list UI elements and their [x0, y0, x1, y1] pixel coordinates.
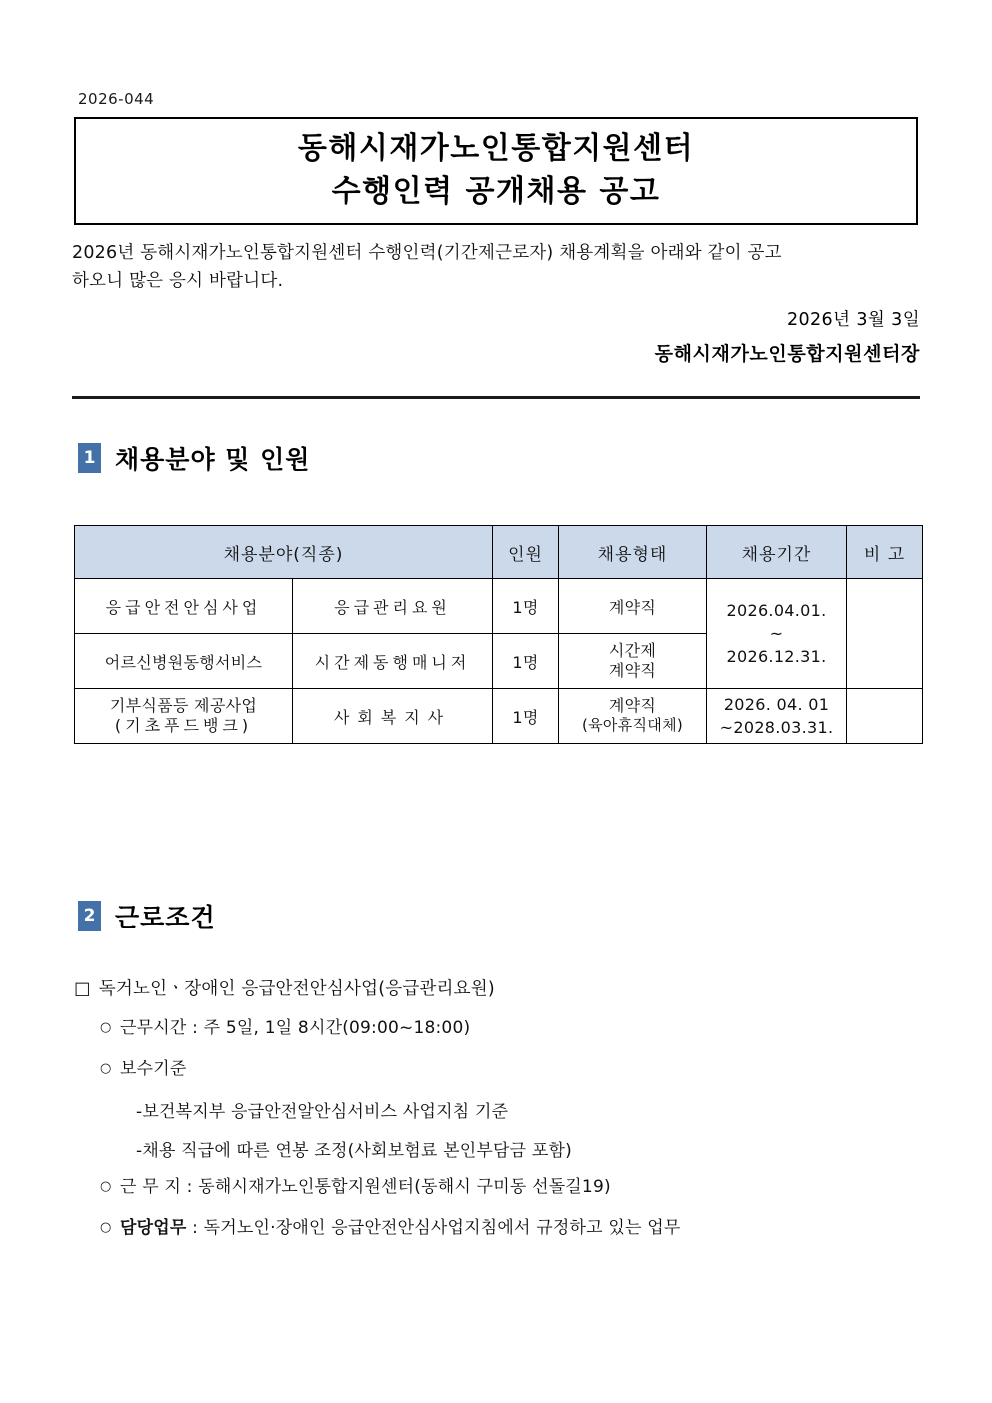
header-field: 채용분야(직종) — [75, 526, 493, 579]
row2-job-text: 시간제동행매니저 — [314, 652, 471, 672]
title-line-2: 수행인력 공개채용 공고 — [331, 174, 661, 209]
condition-work-hours: 근무시간 : 주 5일, 1일 8시간(09:00~18:00) — [120, 1018, 471, 1038]
signature-date: 2026년 3월 3일 — [786, 310, 920, 330]
list-item — [74, 1175, 924, 1201]
row1-note — [847, 579, 923, 689]
condition-duties-text: : 독거노인·장애인 응급안전안심사업지침에서 규정하고 있는 업무 — [186, 1217, 681, 1238]
title-box — [74, 117, 918, 225]
row1-period-start: 2026.04.01. — [726, 600, 827, 620]
section-title-1: 채용분야 및 인원 — [115, 445, 311, 474]
recruitment-table — [74, 525, 923, 744]
condition-work-place: 근 무 지 : 동해시재가노인통합지원센터(동해시 구미동 선돌길19) — [120, 1177, 611, 1197]
row1-period — [707, 579, 847, 689]
row3-field — [75, 689, 293, 744]
row2-type-line1: 시간제 — [608, 641, 657, 660]
circle-bullet-icon: ○ — [100, 1060, 112, 1076]
row3-note — [847, 689, 923, 744]
condition-pay-standard: 보수기준 — [120, 1058, 187, 1079]
row3-period-line2: ~2028.03.31. — [719, 718, 834, 738]
row3-type-line1: 계약직 — [608, 696, 657, 716]
circle-bullet-icon: ○ — [100, 1179, 112, 1194]
header-note: 비 고 — [847, 526, 923, 579]
working-conditions — [74, 975, 924, 1256]
divider-rule — [72, 396, 920, 399]
row3-field-line1: 기부식품등 제공사업 — [109, 696, 258, 716]
title-line-1: 동해시재가노인통합지원센터 — [297, 131, 695, 167]
table-row — [75, 689, 923, 744]
section-title-2: 근로조건 — [115, 903, 216, 932]
square-bullet-icon: □ — [74, 979, 91, 999]
section-heading-1 — [78, 440, 310, 476]
conditions-heading-text: 독거노인ㆍ장애인 응급안전안심사업(응급관리요원) — [98, 979, 495, 999]
circle-bullet-icon: ○ — [100, 1219, 112, 1235]
row3-job-text: 사회복지사 — [333, 707, 452, 727]
intro-line-2: 하오니 많은 응시 바랍니다. — [72, 271, 284, 292]
row3-type — [559, 689, 707, 744]
row3-type-line2: (육아휴직대체) — [581, 716, 684, 735]
row2-type — [559, 634, 707, 689]
condition-duties — [120, 1216, 680, 1242]
intro-line-1: 2026년 동해시재가노인통합지원센터 수행인력(기간제근로자) 채용계획을 아래와 같이 공고 — [72, 243, 782, 263]
table-row — [75, 579, 923, 634]
circle-bullet-icon: ○ — [100, 1020, 112, 1035]
row3-field-line2: (기초푸드뱅크) — [114, 716, 253, 736]
recruitment-table-wrapper — [74, 525, 922, 744]
row2-type-line2: 계약직 — [608, 661, 657, 680]
row3-period — [707, 689, 847, 744]
row2-field: 어르신병원동행서비스 — [75, 634, 293, 689]
document-number: 2026-044 — [78, 90, 155, 108]
row1-field-text: 응급안전안심사업 — [105, 597, 262, 617]
list-item — [74, 1057, 924, 1083]
intro-paragraph — [72, 239, 922, 296]
row3-period-line1: 2026. 04. 01 — [723, 695, 830, 714]
list-item — [74, 1016, 924, 1042]
row3-count: 1명 — [493, 689, 559, 744]
row2-job — [293, 634, 493, 689]
header-type: 채용형태 — [559, 526, 707, 579]
condition-duties-label: 담당업무 — [120, 1217, 187, 1238]
header-period: 채용기간 — [707, 526, 847, 579]
row1-job-text: 응급관리요원 — [334, 597, 451, 617]
conditions-heading — [74, 975, 924, 1000]
signature-organization: 동해시재가노인통합지원센터장 — [654, 343, 920, 365]
row1-type: 계약직 — [559, 579, 707, 634]
row1-period-tilde: ~ — [769, 623, 784, 643]
list-item — [74, 1216, 924, 1242]
row2-count: 1명 — [493, 634, 559, 689]
row1-period-end: 2026.12.31. — [726, 647, 827, 667]
row1-field — [75, 579, 293, 634]
section-number-badge-1: 1 — [78, 443, 101, 473]
table-header-row — [75, 526, 923, 579]
pay-sub-line-1: -보건복지부 응급안전알안심서비스 사업지침 기준 — [136, 1102, 509, 1122]
header-count: 인원 — [493, 526, 559, 579]
row3-job — [293, 689, 493, 744]
row1-count: 1명 — [493, 579, 559, 634]
section-heading-2 — [78, 898, 216, 934]
section-number-badge-2: 2 — [78, 901, 101, 931]
row1-job — [293, 579, 493, 634]
pay-sub-line-2: -채용 직급에 따른 연봉 조정(사회보험료 본인부담금 포함) — [136, 1141, 572, 1161]
